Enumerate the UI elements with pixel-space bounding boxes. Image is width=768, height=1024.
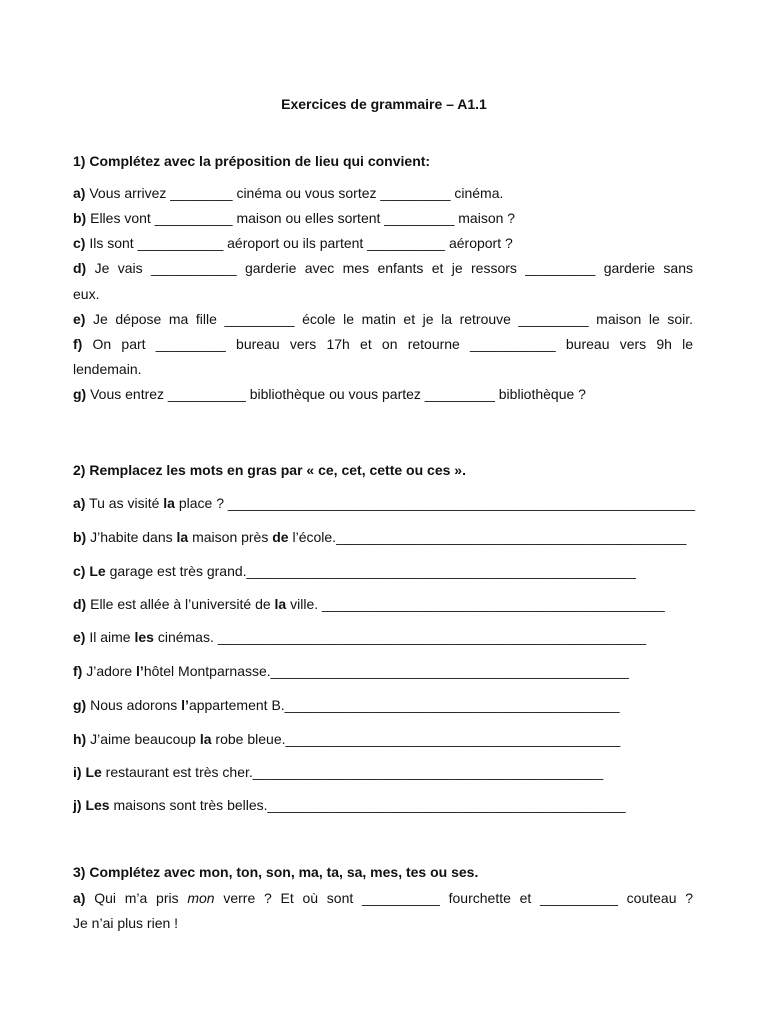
s2-item-g-label: g) [73,697,87,713]
s3-item-a-italic: mon [187,890,215,906]
s2-item-e-label: e) [73,629,86,645]
s1-item-a-text: Vous arrivez ________ cinéma ou vous sortez _________ cinéma. [89,185,504,201]
s1-item-g [73,385,693,403]
s2-item-h-pre: J’aime beaucoup [90,731,200,747]
s2-item-f [73,662,693,680]
s2-item-j-bold: Les [85,797,110,813]
s2-item-b-bold2: de [272,529,289,545]
s1-item-g-text: Vous entrez __________ bibliothèque ou vous partez _________ bibliothèque ? [90,386,586,402]
s1-item-e-label: e) [73,311,86,327]
s3-item-a-continuation: Je n’ai plus rien ! [73,915,179,931]
s1-item-c [73,234,693,252]
s2-item-b-label: b) [73,529,87,545]
s3-item-a-pre: Qui m’a pris [94,890,188,906]
page-title: Exercices de grammaire – A1.1 [281,96,487,112]
s2-item-f-pre: J’adore [86,663,137,679]
s2-item-a-bold: la [163,495,175,511]
s1-item-a-label: a) [73,185,86,201]
s1-item-c-text: Ils sont ___________ aéroport ou ils partent __________ aéroport ? [89,235,513,251]
s2-item-f-bold: l’ [136,663,144,679]
s1-item-b [73,209,693,227]
s2-item-h-label: h) [73,731,87,747]
section-1-heading: 1) Complétez avec la préposition de lieu qui convient: [73,153,431,169]
s2-item-c-bold: Le [89,563,106,579]
s2-item-e-bold: les [134,629,154,645]
s1-item-e [73,310,693,328]
s1-item-a [73,184,693,202]
s2-item-j-label: j) [73,797,82,813]
s2-item-g-post: appartement B.___________________________________________ [188,697,620,713]
s2-item-b [73,528,693,546]
section-3-heading: 3) Complétez avec mon, ton, son, ma, ta, sa, mes, tes ou ses. [73,864,479,880]
s2-item-a-pre: Tu as visité [89,495,164,511]
s3-item-a-label: a) [73,890,86,906]
s2-item-f-label: f) [73,663,83,679]
s1-item-g-label: g) [73,386,87,402]
s2-item-h-bold: la [199,731,212,747]
s2-item-c [73,562,693,580]
s2-item-b-post: l’école._____________________________________________ [288,529,687,545]
s3-item-a [73,889,693,907]
s2-item-e [73,628,693,646]
s2-item-b-pre: J’habite dans [90,529,177,545]
s2-item-b-mid: maison près [188,529,273,545]
s3-item-a-post: verre ? Et où sont __________ fourchette et __________ couteau ? [214,890,694,906]
s2-item-h [73,730,693,748]
s2-item-e-post: cinémas. _______________________________________________________ [153,629,646,645]
s2-item-j [73,796,693,814]
s2-item-a-post: place ? ____________________________________________________________ [174,495,696,511]
s2-item-i-post: restaurant est très cher._____________________________________________ [101,764,604,780]
s2-item-c-label: c) [73,563,86,579]
s1-item-f-label: f) [73,336,83,352]
s2-item-b-bold: la [176,529,189,545]
s1-item-b-label: b) [73,210,87,226]
s1-item-d [73,259,693,277]
s1-item-d-text: Je vais ___________ garderie avec mes enfants et je ressors _________ garderie sans [94,260,693,276]
s2-item-c-post: garage est très grand.__________________________________________________ [105,563,636,579]
s2-item-d-pre: Elle est allée à l’université de [90,596,275,612]
s2-item-g-bold: l’ [181,697,189,713]
s2-item-a [73,494,696,512]
s2-item-d-bold: la [274,596,287,612]
section-2-heading: 2) Remplacez les mots en gras par « ce, cet, cette ou ces ». [73,462,466,478]
s2-item-i-label: i) [73,764,82,780]
s2-item-d-post: ville. ____________________________________________ [286,596,665,612]
s2-item-i-bold: Le [85,764,102,780]
s2-item-j-post: maisons sont très belles.______________________________________________ [109,797,626,813]
s1-item-d-continuation: eux. [73,286,100,302]
s2-item-f-post: hôtel Montparnasse.______________________________________________ [143,663,629,679]
s2-item-a-label: a) [73,495,86,511]
s2-item-g [73,696,693,714]
s1-item-f-text: On part _________ bureau vers 17h et on retourne ___________ bureau vers 9h le [92,336,694,352]
s1-item-e-text: Je dépose ma fille _________ école le matin et je la retrouve _________ maison le soir. [93,311,694,327]
s2-item-h-post: robe bleue.___________________________________________ [211,731,621,747]
s1-item-f [73,335,693,353]
s1-item-b-text: Elles vont __________ maison ou elles sortent _________ maison ? [90,210,516,226]
s1-item-c-label: c) [73,235,86,251]
s2-item-e-pre: Il aime [89,629,135,645]
s2-item-i [73,763,693,781]
s2-item-d-label: d) [73,596,87,612]
s2-item-g-pre: Nous adorons [90,697,182,713]
s2-item-d [73,595,693,613]
s1-item-f-continuation: lendemain. [73,361,142,377]
s1-item-d-label: d) [73,260,87,276]
